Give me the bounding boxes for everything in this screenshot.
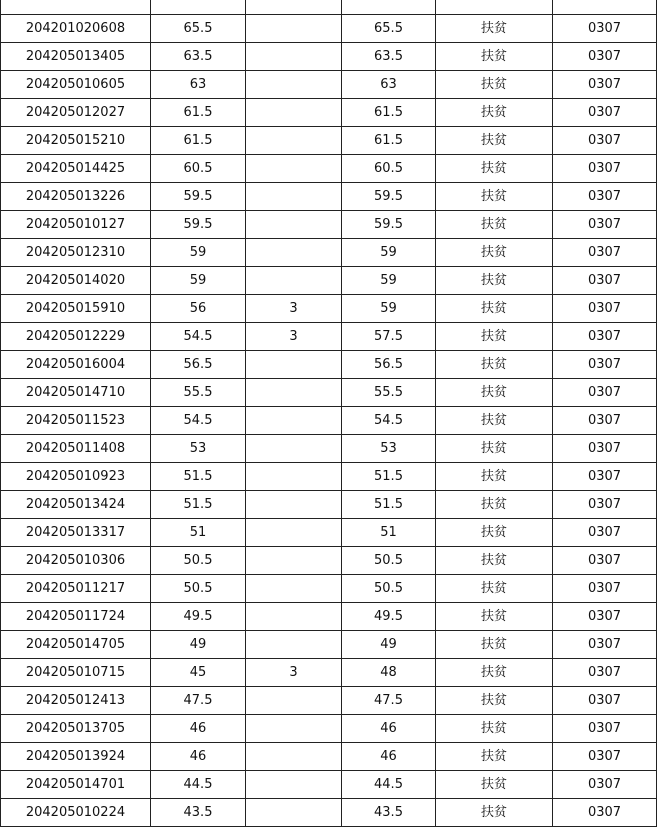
- bonus-points-cell: [246, 211, 342, 239]
- exam-id-cell: 204205010923: [1, 463, 151, 491]
- category-cell: 扶贫: [436, 435, 553, 463]
- bonus-points-cell: [246, 547, 342, 575]
- bonus-points-cell: [246, 0, 342, 15]
- position-code-cell: 0307: [553, 351, 657, 379]
- exam-id-cell: 204205010605: [1, 71, 151, 99]
- written-score-cell: 44.5: [151, 771, 246, 799]
- table-row: [1, 43, 657, 71]
- exam-id-cell: 204205014705: [1, 631, 151, 659]
- bonus-points-cell: 3: [246, 295, 342, 323]
- total-score-cell: 59: [342, 267, 436, 295]
- total-score-cell: 46: [342, 743, 436, 771]
- position-code-cell: 0307: [553, 295, 657, 323]
- exam-id-cell: 204205012413: [1, 687, 151, 715]
- position-code-cell: 0307: [553, 659, 657, 687]
- category-cell: 扶贫: [436, 183, 553, 211]
- table-row: [1, 463, 657, 491]
- position-code-cell: 0307: [553, 323, 657, 351]
- written-score-cell: 63.5: [151, 43, 246, 71]
- exam-id-cell: 204205012310: [1, 239, 151, 267]
- position-code-cell: 0307: [553, 575, 657, 603]
- bonus-points-cell: [246, 463, 342, 491]
- category-cell: 扶贫: [436, 771, 553, 799]
- exam-id-cell: 204205014020: [1, 267, 151, 295]
- total-score-cell: 59: [342, 295, 436, 323]
- table-row: [1, 519, 657, 547]
- written-score-cell: 61.5: [151, 99, 246, 127]
- category-cell: 扶贫: [436, 743, 553, 771]
- category-cell: 扶贫: [436, 687, 553, 715]
- table-row: [1, 659, 657, 687]
- exam-id-cell: 204205010715: [1, 659, 151, 687]
- written-score-cell: 46: [151, 743, 246, 771]
- written-score-cell: 50.5: [151, 575, 246, 603]
- bonus-points-cell: [246, 15, 342, 43]
- position-code-cell: 0307: [553, 379, 657, 407]
- category-cell: 扶贫: [436, 491, 553, 519]
- position-code-cell: 0307: [553, 631, 657, 659]
- bonus-points-cell: [246, 519, 342, 547]
- category-cell: 扶贫: [436, 379, 553, 407]
- position-code-cell: 0307: [553, 603, 657, 631]
- exam-id-cell: 204205011408: [1, 435, 151, 463]
- exam-id-cell: 204205014701: [1, 771, 151, 799]
- exam-id-cell: 204205011217: [1, 575, 151, 603]
- category-cell: 扶贫: [436, 155, 553, 183]
- written-score-cell: [151, 0, 246, 15]
- written-score-cell: 59.5: [151, 211, 246, 239]
- position-code-cell: [553, 0, 657, 15]
- table-row: [1, 575, 657, 603]
- total-score-cell: 44.5: [342, 771, 436, 799]
- exam-id-cell: [1, 0, 151, 15]
- table-row: [1, 155, 657, 183]
- written-score-cell: 61.5: [151, 127, 246, 155]
- total-score-cell: 48: [342, 659, 436, 687]
- written-score-cell: 51.5: [151, 491, 246, 519]
- total-score-cell: 50.5: [342, 547, 436, 575]
- category-cell: 扶贫: [436, 659, 553, 687]
- category-cell: 扶贫: [436, 407, 553, 435]
- bonus-points-cell: 3: [246, 323, 342, 351]
- bonus-points-cell: [246, 71, 342, 99]
- exam-id-cell: 204205015210: [1, 127, 151, 155]
- table-row: [1, 771, 657, 799]
- category-cell: 扶贫: [436, 239, 553, 267]
- table-row: [1, 0, 657, 15]
- position-code-cell: 0307: [553, 15, 657, 43]
- total-score-cell: 59.5: [342, 211, 436, 239]
- bonus-points-cell: [246, 575, 342, 603]
- total-score-cell: 63.5: [342, 43, 436, 71]
- exam-id-cell: 204205011523: [1, 407, 151, 435]
- exam-id-cell: 204205011724: [1, 603, 151, 631]
- position-code-cell: 0307: [553, 547, 657, 575]
- total-score-cell: 47.5: [342, 687, 436, 715]
- bonus-points-cell: [246, 267, 342, 295]
- total-score-cell: 51.5: [342, 491, 436, 519]
- written-score-cell: 54.5: [151, 323, 246, 351]
- position-code-cell: 0307: [553, 127, 657, 155]
- table-row: [1, 435, 657, 463]
- table-row: [1, 295, 657, 323]
- table-row: [1, 15, 657, 43]
- position-code-cell: 0307: [553, 71, 657, 99]
- table-row: [1, 799, 657, 827]
- bonus-points-cell: [246, 127, 342, 155]
- bonus-points-cell: [246, 715, 342, 743]
- total-score-cell: 49.5: [342, 603, 436, 631]
- table-row: [1, 351, 657, 379]
- exam-id-cell: 204205010306: [1, 547, 151, 575]
- table-row: [1, 211, 657, 239]
- written-score-cell: 56.5: [151, 351, 246, 379]
- total-score-cell: 55.5: [342, 379, 436, 407]
- table-row: [1, 127, 657, 155]
- total-score-cell: 51: [342, 519, 436, 547]
- category-cell: 扶贫: [436, 603, 553, 631]
- position-code-cell: 0307: [553, 687, 657, 715]
- total-score-cell: 51.5: [342, 463, 436, 491]
- exam-id-cell: 204205013405: [1, 43, 151, 71]
- category-cell: [436, 0, 553, 15]
- total-score-cell: 49: [342, 631, 436, 659]
- exam-id-cell: 204205010224: [1, 799, 151, 827]
- category-cell: 扶贫: [436, 295, 553, 323]
- position-code-cell: 0307: [553, 743, 657, 771]
- total-score-cell: 53: [342, 435, 436, 463]
- written-score-cell: 45: [151, 659, 246, 687]
- bonus-points-cell: [246, 631, 342, 659]
- position-code-cell: 0307: [553, 715, 657, 743]
- category-cell: 扶贫: [436, 547, 553, 575]
- total-score-cell: 61.5: [342, 99, 436, 127]
- category-cell: 扶贫: [436, 211, 553, 239]
- written-score-cell: 59.5: [151, 183, 246, 211]
- written-score-cell: 54.5: [151, 407, 246, 435]
- table-row: [1, 323, 657, 351]
- written-score-cell: 59: [151, 267, 246, 295]
- written-score-cell: 63: [151, 71, 246, 99]
- category-cell: 扶贫: [436, 631, 553, 659]
- total-score-cell: 65.5: [342, 15, 436, 43]
- table-row: [1, 715, 657, 743]
- table-row: [1, 239, 657, 267]
- total-score-cell: 59: [342, 239, 436, 267]
- written-score-cell: 47.5: [151, 687, 246, 715]
- exam-id-cell: 204205016004: [1, 351, 151, 379]
- position-code-cell: 0307: [553, 407, 657, 435]
- score-table-body: [1, 0, 657, 827]
- written-score-cell: 49.5: [151, 603, 246, 631]
- table-row: [1, 267, 657, 295]
- position-code-cell: 0307: [553, 183, 657, 211]
- table-row: [1, 71, 657, 99]
- bonus-points-cell: [246, 183, 342, 211]
- bonus-points-cell: [246, 155, 342, 183]
- table-row: [1, 743, 657, 771]
- written-score-cell: 50.5: [151, 547, 246, 575]
- category-cell: 扶贫: [436, 71, 553, 99]
- category-cell: 扶贫: [436, 351, 553, 379]
- exam-id-cell: 204205012229: [1, 323, 151, 351]
- exam-id-cell: 204205013317: [1, 519, 151, 547]
- position-code-cell: 0307: [553, 435, 657, 463]
- total-score-cell: 60.5: [342, 155, 436, 183]
- exam-id-cell: 204205010127: [1, 211, 151, 239]
- position-code-cell: 0307: [553, 491, 657, 519]
- position-code-cell: 0307: [553, 211, 657, 239]
- position-code-cell: 0307: [553, 799, 657, 827]
- category-cell: 扶贫: [436, 15, 553, 43]
- category-cell: 扶贫: [436, 43, 553, 71]
- category-cell: 扶贫: [436, 519, 553, 547]
- exam-id-cell: 204205012027: [1, 99, 151, 127]
- written-score-cell: 49: [151, 631, 246, 659]
- table-row: [1, 603, 657, 631]
- exam-id-cell: 204205013705: [1, 715, 151, 743]
- category-cell: 扶贫: [436, 463, 553, 491]
- bonus-points-cell: [246, 239, 342, 267]
- bonus-points-cell: [246, 407, 342, 435]
- written-score-cell: 60.5: [151, 155, 246, 183]
- total-score-cell: [342, 0, 436, 15]
- bonus-points-cell: [246, 687, 342, 715]
- position-code-cell: 0307: [553, 239, 657, 267]
- total-score-cell: 54.5: [342, 407, 436, 435]
- written-score-cell: 51.5: [151, 463, 246, 491]
- written-score-cell: 51: [151, 519, 246, 547]
- position-code-cell: 0307: [553, 99, 657, 127]
- position-code-cell: 0307: [553, 155, 657, 183]
- bonus-points-cell: [246, 43, 342, 71]
- category-cell: 扶贫: [436, 715, 553, 743]
- written-score-cell: 56: [151, 295, 246, 323]
- written-score-cell: 55.5: [151, 379, 246, 407]
- bonus-points-cell: [246, 379, 342, 407]
- bonus-points-cell: [246, 435, 342, 463]
- exam-id-cell: 204205013924: [1, 743, 151, 771]
- written-score-cell: 46: [151, 715, 246, 743]
- position-code-cell: 0307: [553, 519, 657, 547]
- position-code-cell: 0307: [553, 771, 657, 799]
- position-code-cell: 0307: [553, 43, 657, 71]
- written-score-cell: 53: [151, 435, 246, 463]
- bonus-points-cell: [246, 743, 342, 771]
- table-row: [1, 547, 657, 575]
- table-row: [1, 491, 657, 519]
- exam-id-cell: 204205013424: [1, 491, 151, 519]
- table-row: [1, 379, 657, 407]
- position-code-cell: 0307: [553, 267, 657, 295]
- exam-id-cell: 204201020608: [1, 15, 151, 43]
- bonus-points-cell: [246, 771, 342, 799]
- bonus-points-cell: [246, 799, 342, 827]
- bonus-points-cell: [246, 351, 342, 379]
- total-score-cell: 46: [342, 715, 436, 743]
- bonus-points-cell: 3: [246, 659, 342, 687]
- category-cell: 扶贫: [436, 127, 553, 155]
- table-row: [1, 407, 657, 435]
- total-score-cell: 59.5: [342, 183, 436, 211]
- exam-id-cell: 204205014710: [1, 379, 151, 407]
- written-score-cell: 43.5: [151, 799, 246, 827]
- table-row: [1, 687, 657, 715]
- table-row: [1, 183, 657, 211]
- category-cell: 扶贫: [436, 99, 553, 127]
- exam-id-cell: 204205014425: [1, 155, 151, 183]
- position-code-cell: 0307: [553, 463, 657, 491]
- written-score-cell: 59: [151, 239, 246, 267]
- exam-id-cell: 204205015910: [1, 295, 151, 323]
- table-row: [1, 99, 657, 127]
- total-score-cell: 56.5: [342, 351, 436, 379]
- bonus-points-cell: [246, 603, 342, 631]
- total-score-cell: 63: [342, 71, 436, 99]
- total-score-cell: 57.5: [342, 323, 436, 351]
- category-cell: 扶贫: [436, 575, 553, 603]
- category-cell: 扶贫: [436, 323, 553, 351]
- category-cell: 扶贫: [436, 799, 553, 827]
- category-cell: 扶贫: [436, 267, 553, 295]
- written-score-cell: 65.5: [151, 15, 246, 43]
- total-score-cell: 50.5: [342, 575, 436, 603]
- bonus-points-cell: [246, 491, 342, 519]
- total-score-cell: 43.5: [342, 799, 436, 827]
- bonus-points-cell: [246, 99, 342, 127]
- total-score-cell: 61.5: [342, 127, 436, 155]
- table-row: [1, 631, 657, 659]
- exam-id-cell: 204205013226: [1, 183, 151, 211]
